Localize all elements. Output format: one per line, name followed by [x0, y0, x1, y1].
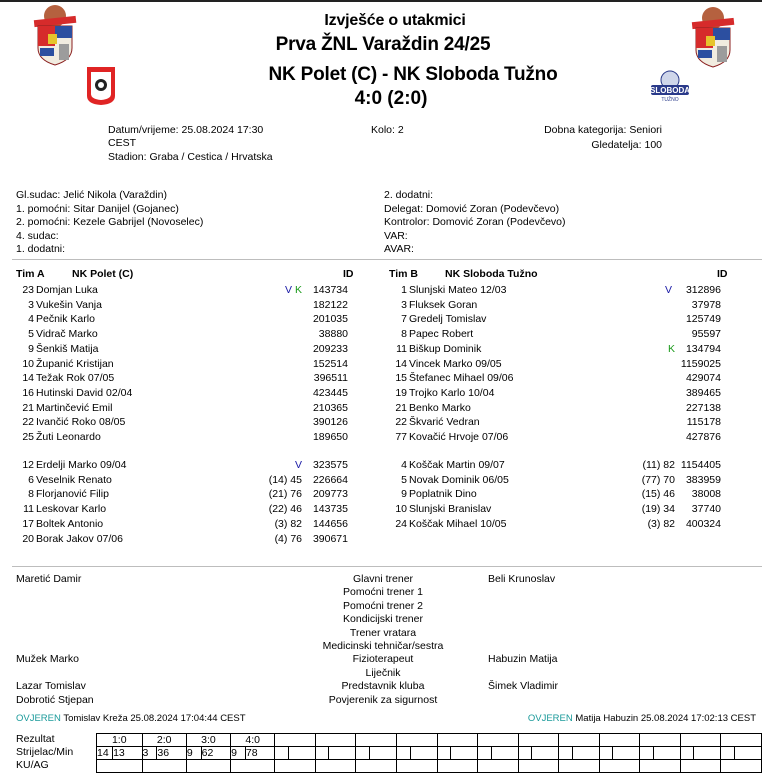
grid-result-cell: [559, 734, 600, 747]
substitution-info: (3) 82: [274, 517, 302, 530]
grid-label-scorer: Strijelac/Min: [16, 746, 74, 758]
substitution-info: (4) 76: [274, 532, 302, 545]
player-id: 1154405: [680, 459, 721, 471]
player-name: Benko Marko: [409, 401, 471, 414]
player-number: 21: [22, 401, 34, 414]
grid-ku-ag-cell: [315, 760, 356, 773]
substitution-info: (3) 82: [647, 517, 675, 530]
team-a-id-header: ID: [343, 268, 354, 280]
substitute-row: [383, 517, 723, 531]
grid-ku-ag-cell: [396, 760, 437, 773]
substitute-row: [383, 473, 723, 487]
player-name: Slunjski Mateo 12/03: [409, 284, 507, 296]
player-id: 209233: [312, 342, 348, 355]
official-line: VAR:: [384, 229, 408, 242]
player-id: 390671: [312, 532, 348, 545]
grid-result-cell: 4:0: [231, 734, 275, 747]
staff-role: Glavni trener: [352, 573, 414, 585]
grid-minute-cell: [572, 747, 599, 760]
player-number: 16: [22, 386, 34, 399]
player-name: Hutinski David 02/04: [36, 386, 133, 399]
player-name: Borak Jakov 07/06: [36, 532, 123, 545]
player-row: [383, 430, 723, 444]
match-datetime: Datum/vrijeme: 25.08.2024 17:30: [108, 124, 264, 136]
grid-minute-cell: [734, 747, 761, 760]
player-number: 11: [396, 342, 407, 355]
grid-result-cell: [518, 734, 559, 747]
player-number: 20: [22, 532, 34, 545]
grid-minute-cell: [694, 747, 721, 760]
grid-scorer-cell: 3: [142, 747, 157, 760]
player-number: 10: [22, 357, 34, 370]
grid-row: [97, 747, 762, 760]
player-number: 17: [22, 517, 34, 530]
player-number: 21: [395, 401, 407, 414]
player-id: 396511: [313, 372, 348, 385]
player-row: [383, 327, 723, 341]
player-name: Ivančić Roko 08/05: [36, 416, 126, 429]
player-row: [10, 283, 350, 297]
divider: [12, 566, 762, 567]
substitute-row: [383, 487, 723, 501]
player-number: 8: [28, 488, 34, 501]
captain-marker: V: [284, 284, 292, 296]
staff-role: Predstavnik kluba: [341, 680, 425, 693]
substitution-info: (21) 76: [268, 488, 302, 501]
player-id: 201035: [312, 313, 348, 326]
spectators: Gledatelja: 100: [591, 139, 662, 151]
grid-scorer-cell: [396, 747, 410, 760]
player-number: 4: [401, 459, 407, 471]
grid-ku-ag-cell: [97, 760, 143, 773]
grid-minute-cell: [613, 747, 640, 760]
svg-text:SLOBODA: SLOBODA: [650, 86, 690, 95]
player-name: Papec Robert: [409, 328, 474, 341]
substitution-info: (22) 46: [268, 503, 302, 516]
staff-role: Pomoćni trener 2: [343, 599, 423, 612]
verified-status: OVJEREN: [16, 713, 61, 724]
player-name: Gredelj Tomislav: [409, 313, 487, 326]
grid-minute-cell: [491, 747, 518, 760]
official-line: Kontrolor: Domović Zoran (Podevčevo): [384, 216, 566, 228]
player-id: 189650: [312, 431, 348, 443]
player-number: 1: [401, 284, 407, 296]
player-id: 152514: [312, 357, 348, 370]
grid-result-cell: [396, 734, 437, 747]
player-id: 227138: [685, 401, 721, 414]
player-row: [10, 401, 350, 415]
player-name: Županić Kristijan: [36, 357, 114, 370]
staff-team-b: Beli Krunoslav: [488, 573, 556, 585]
player-row: [383, 283, 723, 297]
staff-team-a: Lazar Tomislav: [16, 680, 86, 693]
player-id: 423445: [312, 386, 348, 399]
grid-result-cell: [478, 734, 519, 747]
player-row: [383, 312, 723, 326]
player-name: Trojko Karlo 10/04: [409, 386, 495, 399]
player-row: [383, 342, 723, 356]
player-row: [10, 327, 350, 341]
player-row: [383, 386, 723, 400]
captain-marker: V: [664, 284, 672, 296]
official-line: 2. pomoćni: Kezele Gabrijel (Novoselec): [16, 216, 204, 228]
player-id: 38008: [691, 488, 721, 501]
player-id: 143734: [312, 284, 348, 296]
verified-status: OVJEREN: [527, 713, 573, 724]
player-number: 7: [401, 313, 407, 326]
substitute-row: [10, 487, 350, 501]
substitution-info: V: [294, 459, 302, 471]
officials-right: [384, 189, 566, 257]
player-id: 37978: [691, 298, 721, 311]
player-number: 9: [401, 488, 407, 501]
team-a-label: Tim A: [16, 268, 45, 280]
staff-role: Pomoćni trener 1: [343, 586, 423, 599]
staff-team-a: Maretić Damir: [16, 573, 82, 585]
grid-scorer-cell: [721, 747, 735, 760]
grid-minute-cell: [329, 747, 356, 760]
player-id: 383959: [685, 473, 721, 486]
player-id: 390126: [312, 416, 348, 429]
player-number: 6: [28, 473, 34, 486]
grid-scorer-cell: [680, 747, 694, 760]
report-title: Izvješće o utakmici: [324, 12, 466, 29]
player-row: [10, 312, 350, 326]
player-name: Pečnik Karlo: [36, 313, 95, 326]
player-number: 77: [395, 431, 407, 443]
verification-right: [528, 713, 756, 724]
grid-scorer-cell: [275, 747, 289, 760]
player-id: 312896: [685, 284, 721, 296]
verified-by: Tomislav Kreža 25.08.2024 17:04:44 CEST: [63, 713, 246, 724]
match-score: 4:0 (2:0): [354, 88, 428, 109]
player-name: Boltek Antonio: [36, 517, 104, 530]
staff-role: Liječnik: [365, 666, 401, 679]
grid-result-cell: 3:0: [186, 734, 230, 747]
substitute-row: [10, 473, 350, 487]
player-number: 25: [22, 431, 34, 443]
grid-result-cell: [437, 734, 478, 747]
grid-scorer-cell: [356, 747, 370, 760]
grid-ku-ag-cell: [680, 760, 721, 773]
verification-left: [16, 713, 246, 724]
player-name: Štefanec Mihael 09/06: [409, 372, 514, 385]
official-line: Gl.sudac: Jelić Nikola (Varaždin): [16, 189, 167, 201]
player-id: 1159025: [680, 357, 721, 370]
grid-ku-ag-cell: [640, 760, 681, 773]
league-title: Prva ŽNL Varaždin 24/25: [275, 34, 491, 55]
player-name: Šenkiš Matija: [36, 342, 99, 355]
player-number: 12: [22, 459, 34, 471]
grid-ku-ag-cell: [275, 760, 316, 773]
player-number: 11: [23, 503, 34, 516]
player-name: Erdelji Marko 09/04: [36, 459, 127, 471]
grid-scorer-cell: [518, 747, 532, 760]
grid-minute-cell: 78: [245, 747, 274, 760]
grid-result-cell: 2:0: [142, 734, 186, 747]
substitute-row: [10, 458, 350, 472]
goalkeeper-marker: K: [667, 342, 675, 355]
officials-left: [16, 189, 203, 257]
player-id: 134794: [685, 342, 721, 355]
player-id: 115178: [686, 416, 721, 429]
substitute-row: [10, 517, 350, 531]
grid-result-cell: [721, 734, 762, 747]
player-id: 323575: [312, 459, 348, 471]
staff-role: Fizioterapeut: [352, 653, 414, 666]
grid-scorer-cell: [559, 747, 573, 760]
verified-by: Matija Habuzin 25.08.2024 17:02:13 CEST: [575, 713, 756, 724]
grid-ku-ag-cell: [437, 760, 478, 773]
player-id: 429074: [685, 372, 721, 385]
grid-result-cell: [680, 734, 721, 747]
substitute-row: [383, 458, 723, 472]
official-line: 1. dodatni:: [16, 243, 66, 255]
staff-team-a: Mužek Marko: [16, 653, 80, 666]
team-b-label: Tim B: [389, 268, 418, 280]
player-number: 14: [395, 357, 407, 370]
team-a-name: NK Polet (C): [72, 268, 134, 280]
grid-result-cell: [640, 734, 681, 747]
svg-text:TUŽNO: TUŽNO: [661, 97, 679, 102]
player-name: Škvarić Vedran: [409, 416, 480, 429]
grid-minute-cell: [410, 747, 437, 760]
substitute-row: [10, 532, 350, 546]
grid-ku-ag-cell: [721, 760, 762, 773]
official-line: 2. dodatni:: [384, 189, 434, 201]
player-row: [10, 371, 350, 385]
match-title: NK Polet (C) - NK Sloboda Tužno: [268, 64, 558, 85]
player-row: [10, 386, 350, 400]
grid-result-cell: [315, 734, 356, 747]
staff-role: Povjerenik za sigurnost: [328, 693, 438, 706]
grid-row: [97, 760, 762, 773]
player-id: 226664: [312, 473, 348, 486]
grid-scorer-cell: 9: [231, 747, 246, 760]
player-number: 23: [22, 284, 34, 296]
player-id: 210365: [312, 401, 348, 414]
top-border: [0, 0, 762, 2]
official-line: 1. pomoćni: Sitar Danijel (Gojanec): [16, 202, 179, 215]
grid-minute-cell: [532, 747, 559, 760]
grid-ku-ag-cell: [478, 760, 519, 773]
substitution-info: (77) 70: [641, 473, 675, 486]
player-number: 10: [395, 503, 407, 516]
player-id: 427876: [685, 431, 721, 443]
goalkeeper-marker: K: [294, 284, 302, 296]
player-row: [383, 415, 723, 429]
player-name: Slunjski Branislav: [409, 503, 492, 516]
grid-label-ku-ag: KU/AG: [16, 759, 49, 771]
player-id: 209773: [312, 488, 348, 501]
player-name: Leskovar Karlo: [36, 503, 107, 516]
grid-minute-cell: [288, 747, 315, 760]
grid-ku-ag-cell: [599, 760, 640, 773]
player-name: Poplatnik Dino: [409, 488, 477, 501]
player-row: [10, 298, 350, 312]
player-name: Vidrač Marko: [36, 328, 98, 341]
player-name: Domjan Luka: [36, 284, 98, 296]
player-number: 22: [22, 416, 34, 429]
player-row: [10, 357, 350, 371]
grid-ku-ag-cell: [186, 760, 230, 773]
grid-result-cell: [599, 734, 640, 747]
player-id: 182122: [312, 298, 348, 311]
player-number: 14: [22, 372, 34, 385]
staff-role: Medicinski tehničar/sestra: [322, 640, 444, 652]
grid-minute-cell: 13: [113, 747, 142, 760]
match-stadium: Stadion: Graba / Cestica / Hrvatska: [108, 151, 273, 163]
player-name: Florjanović Filip: [36, 488, 109, 501]
player-id: 400324: [685, 517, 721, 530]
substitution-info: (14) 45: [268, 473, 302, 486]
grid-scorer-cell: [437, 747, 451, 760]
grid-ku-ag-cell: [142, 760, 186, 773]
substitution-info: (15) 46: [641, 488, 675, 501]
player-number: 4: [28, 313, 34, 326]
player-id: 389465: [685, 386, 721, 399]
player-id: 144656: [312, 517, 348, 530]
player-number: 5: [28, 328, 34, 341]
player-name: Koščak Martin 09/07: [409, 459, 505, 471]
official-line: 4. sudac:: [16, 229, 59, 242]
player-name: Fluksek Goran: [409, 298, 478, 311]
staff-team-b: Habuzin Matija: [488, 653, 558, 666]
player-number: 9: [28, 342, 34, 355]
player-id: 37740: [691, 503, 721, 516]
player-number: 22: [395, 416, 407, 429]
player-name: Vukešin Vanja: [36, 298, 102, 311]
player-number: 3: [28, 298, 34, 311]
grid-scorer-cell: 9: [186, 747, 201, 760]
grid-ku-ag-cell: [518, 760, 559, 773]
player-name: Biškup Dominik: [409, 342, 482, 355]
player-name: Žuti Leonardo: [36, 431, 101, 443]
grid-scorer-cell: [599, 747, 613, 760]
grid-ku-ag-cell: [231, 760, 275, 773]
player-number: 15: [395, 372, 407, 385]
staff-team-b: Šimek Vladimir: [488, 680, 559, 693]
official-line: Delegat: Domović Zoran (Podevčevo): [384, 202, 560, 215]
player-name: Koščak Mihael 10/05: [409, 517, 507, 530]
grid-scorer-cell: [315, 747, 329, 760]
player-id: 38880: [318, 328, 348, 341]
player-name: Težak Rok 07/05: [36, 372, 115, 385]
player-number: 19: [395, 386, 407, 399]
grid-minute-cell: [653, 747, 680, 760]
grid-label-result: Rezultat: [16, 733, 55, 745]
grid-ku-ag-cell: [559, 760, 600, 773]
substitution-info: (11) 82: [642, 459, 675, 471]
grid-scorer-cell: [478, 747, 492, 760]
grid-result-cell: [275, 734, 316, 747]
player-number: 5: [401, 473, 407, 486]
substitute-row: [10, 502, 350, 516]
grid-scorer-cell: [640, 747, 654, 760]
player-name: Vincek Marko 09/05: [409, 357, 502, 370]
team-b-id-header: ID: [717, 268, 728, 280]
match-round: Kolo: 2: [371, 124, 404, 136]
grid-scorer-cell: 14: [97, 747, 113, 760]
player-name: Kovačić Hrvoje 07/06: [409, 431, 509, 443]
grid-minute-cell: [370, 747, 397, 760]
player-name: Veselnik Renato: [36, 473, 112, 486]
staff-role: Trener vratara: [349, 626, 417, 639]
grid-minute-cell: 62: [201, 747, 230, 760]
grid-row: [97, 734, 762, 747]
staff-team-a: Dobrotić Stjepan: [16, 693, 94, 706]
player-row: [383, 401, 723, 415]
player-number: 3: [401, 298, 407, 311]
player-row: [383, 357, 723, 371]
player-name: Martinčević Emil: [36, 401, 113, 414]
team-b-name: NK Sloboda Tužno: [445, 268, 538, 280]
grid-minute-cell: 36: [157, 747, 186, 760]
player-name: Novak Dominik 06/05: [409, 473, 509, 486]
grid-result-cell: 1:0: [97, 734, 143, 747]
grid-result-cell: [356, 734, 397, 747]
player-row: [383, 371, 723, 385]
player-row: [10, 342, 350, 356]
player-id: 95597: [691, 328, 721, 341]
player-row: [383, 298, 723, 312]
substitution-info: (19) 34: [641, 503, 675, 516]
grid-ku-ag-cell: [356, 760, 397, 773]
player-row: [10, 415, 350, 429]
staff-role: Kondicijski trener: [343, 613, 423, 626]
grid-minute-cell: [451, 747, 478, 760]
player-number: 24: [395, 517, 407, 530]
divider: [12, 259, 762, 260]
age-category: Dobna kategorija: Seniori: [544, 124, 662, 136]
score-grid: [96, 733, 762, 773]
player-number: 8: [401, 328, 407, 341]
official-line: AVAR:: [384, 243, 414, 255]
player-id: 125749: [685, 313, 721, 326]
player-id: 143735: [312, 503, 348, 516]
match-timezone: CEST: [108, 137, 137, 149]
player-row: [10, 430, 350, 444]
substitute-row: [383, 502, 723, 516]
